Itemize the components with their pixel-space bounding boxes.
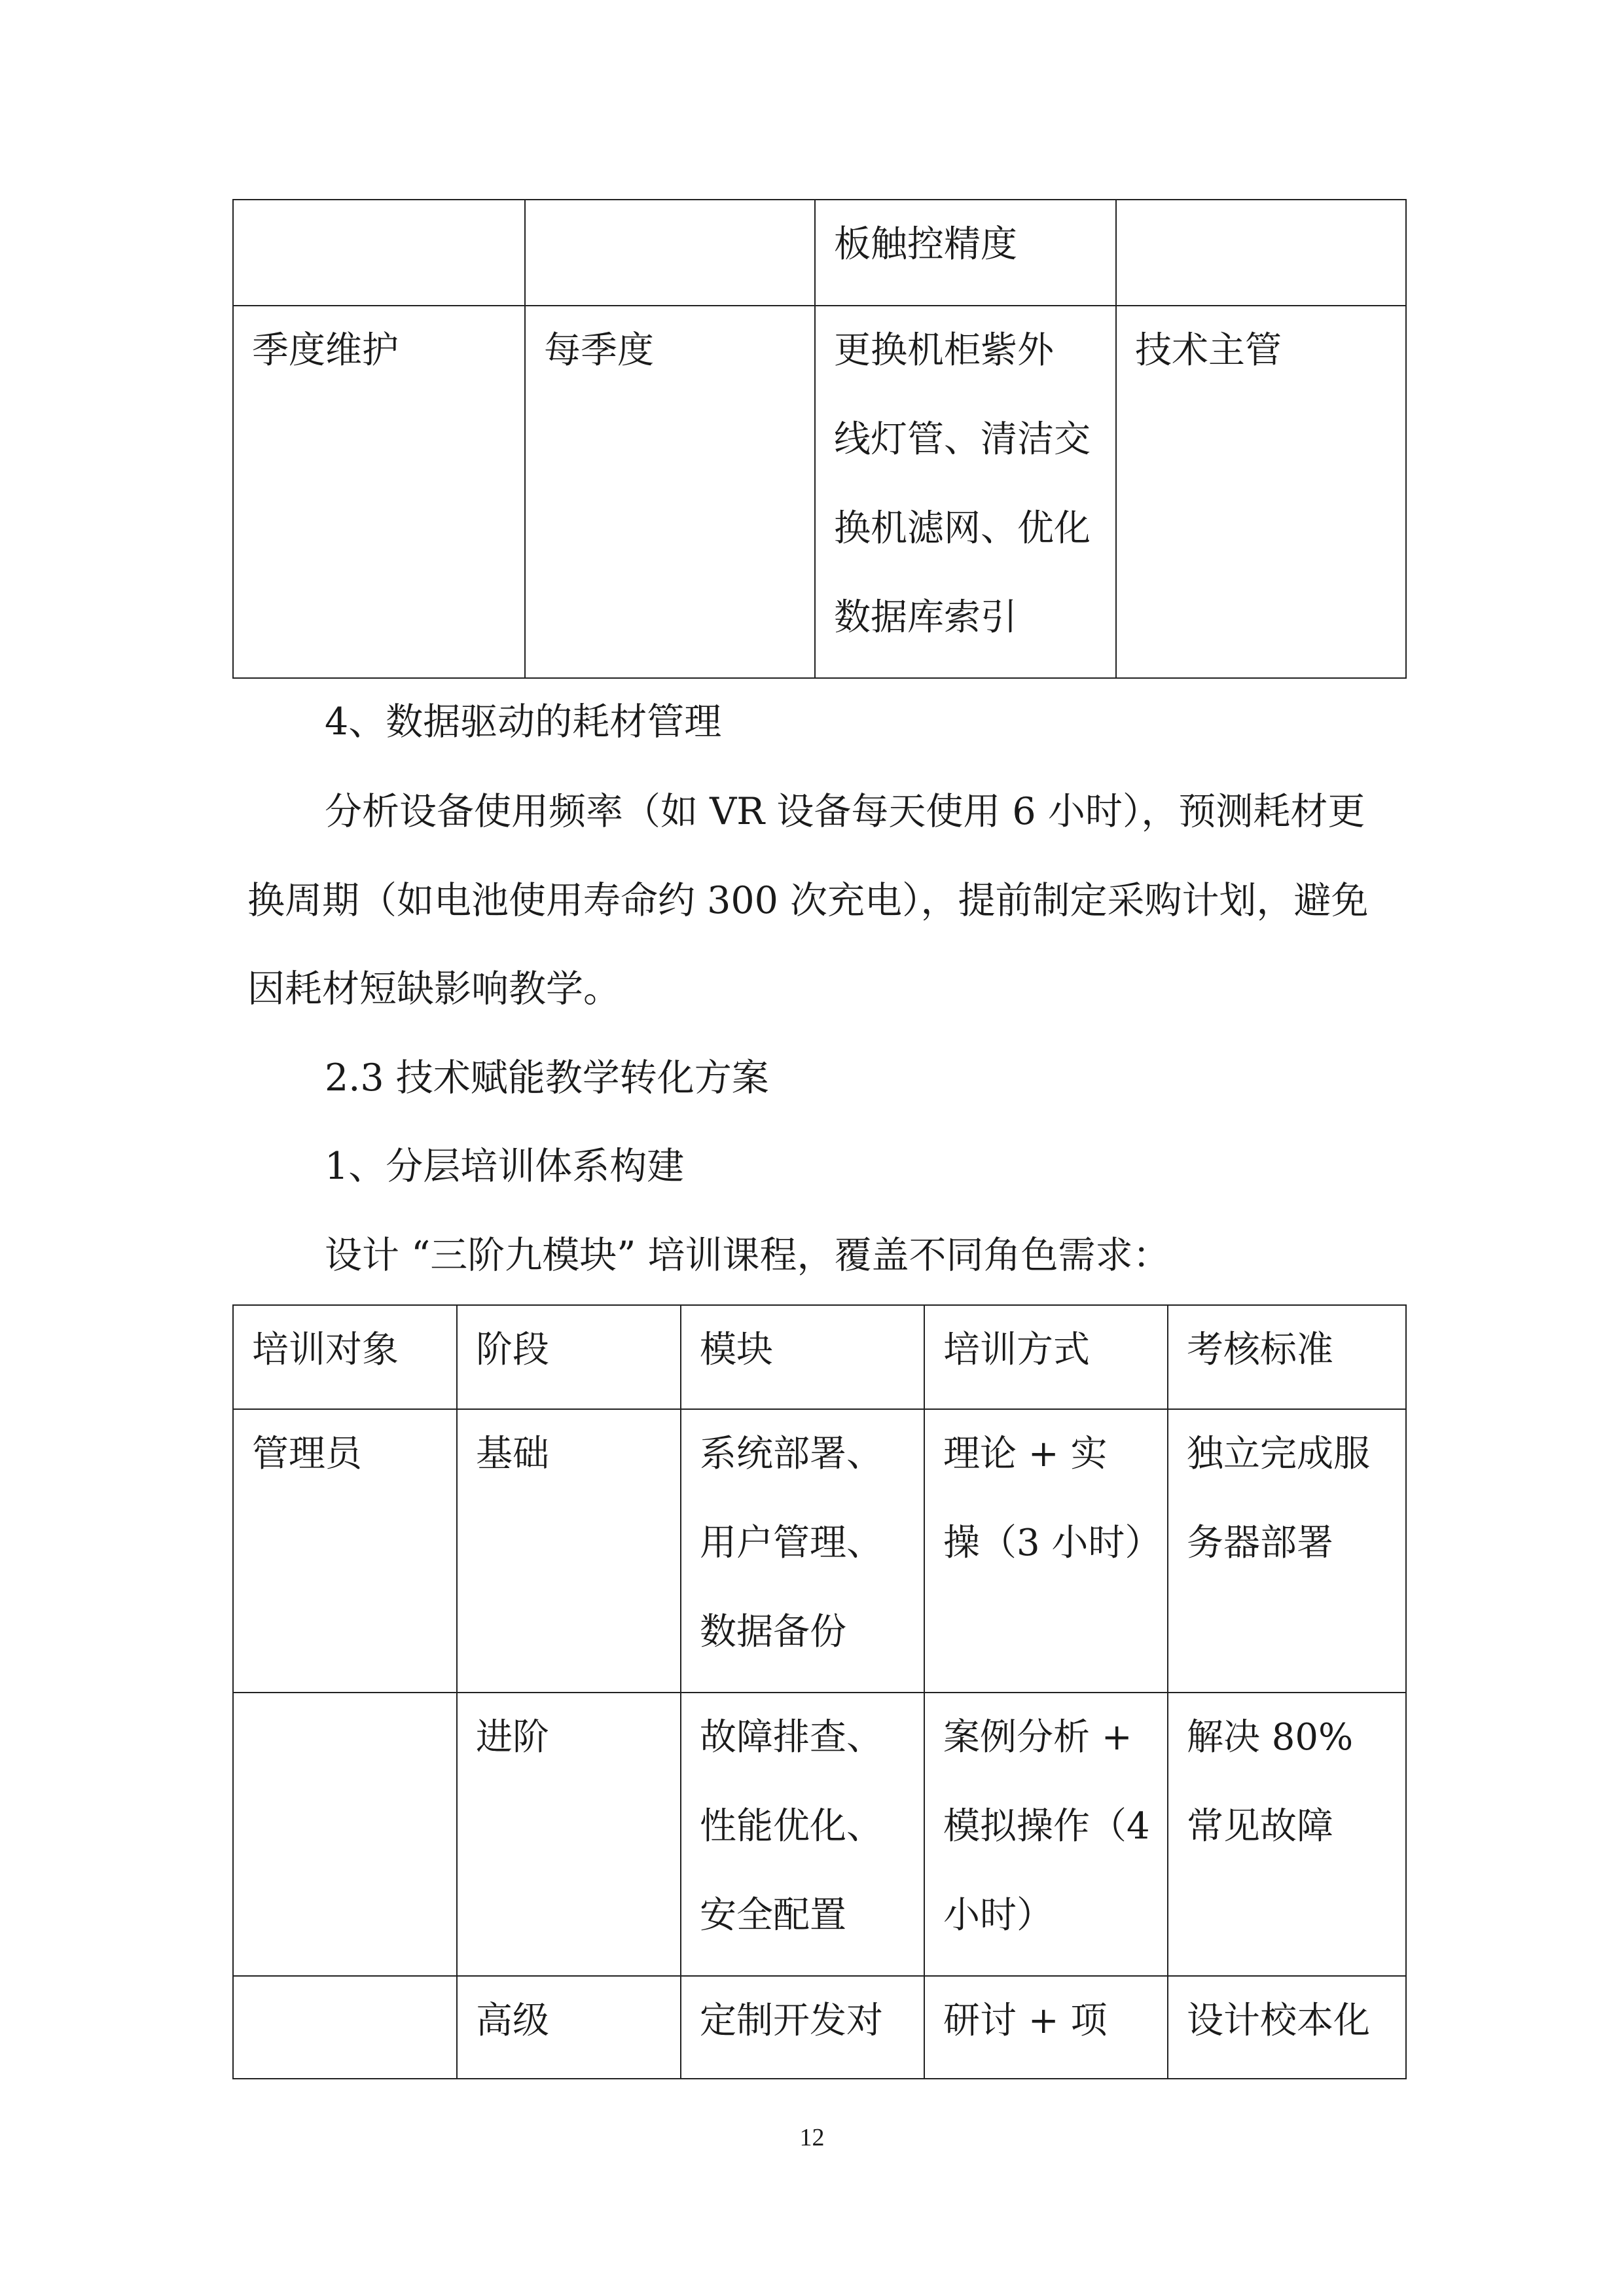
cell-text: 理论 + 实: [943, 1433, 1108, 1475]
table-cell: [681, 1693, 924, 1976]
cell-text: 安全配置: [700, 1894, 846, 1937]
cell-text: 解决 80%: [1187, 1716, 1354, 1759]
section-heading-2-3: 2.3 技术赋能教学转化方案: [325, 1056, 769, 1100]
table-cell: [1168, 1409, 1406, 1693]
cell-text: 独立完成服: [1187, 1433, 1370, 1475]
cell-text: 基础: [476, 1433, 549, 1475]
table-cell: [1116, 306, 1406, 678]
cell-text: 故障排查、: [700, 1716, 883, 1759]
page-number: 12: [799, 2124, 825, 2151]
table-cell: [815, 200, 1116, 306]
table-cell: [525, 306, 815, 678]
cell-text: 设计校本化: [1187, 2000, 1370, 2042]
cell-text: 定制开发对: [700, 2000, 883, 2042]
table-header-cell: 培训方式: [924, 1305, 1168, 1409]
cell-text: 每季度: [544, 329, 654, 372]
cell-text: 务器部署: [1187, 1522, 1333, 1564]
intro-line: 设计 “三阶九模块” 培训课程，覆盖不同角色需求：: [325, 1234, 1170, 1277]
table-cell: [457, 1409, 681, 1693]
table-cell: [233, 1976, 457, 2079]
table-cell: [233, 306, 525, 678]
table-header-cell: 培训对象: [233, 1305, 457, 1409]
cell-text: 板触控精度: [834, 223, 1017, 266]
cell-text: 系统部署、: [700, 1433, 883, 1475]
table-row: [233, 1976, 1406, 2079]
table-header-cell: 考核标准: [1168, 1305, 1406, 1409]
cell-text: 用户管理、: [700, 1522, 883, 1564]
table-cell: [457, 1693, 681, 1976]
table-cell: [924, 1409, 1168, 1693]
table-cell: [815, 306, 1116, 678]
cell-text: 常见故障: [1187, 1805, 1333, 1848]
cell-text: 案例分析 +: [943, 1716, 1132, 1759]
table-cell: [681, 1409, 924, 1693]
table-cell: [233, 1693, 457, 1976]
table-header-row: [233, 1305, 1406, 1409]
table-cell: [681, 1976, 924, 2079]
table-row: [233, 306, 1406, 678]
cell-text: 小时）: [943, 1894, 1053, 1937]
paragraph-line: 因耗材短缺影响教学。: [247, 967, 621, 1011]
cell-text: 线灯管、清洁交: [834, 418, 1091, 461]
table-cell: [924, 1693, 1168, 1976]
table-row: [233, 200, 1406, 306]
cell-text: 更换机柜紫外: [834, 329, 1054, 372]
table-row: [233, 1693, 1406, 1976]
table-cell: [1116, 200, 1406, 306]
table-header-cell: 阶段: [457, 1305, 681, 1409]
maintenance-table: [232, 199, 1407, 679]
cell-text: 高级: [476, 2000, 549, 2042]
cell-text: 数据备份: [700, 1611, 846, 1653]
table-cell: [525, 200, 815, 306]
table-cell: [1168, 1693, 1406, 1976]
cell-text: 换机滤网、优化: [834, 507, 1091, 550]
cell-text: 管理员: [252, 1433, 362, 1475]
cell-text: 模拟操作（4: [943, 1805, 1150, 1848]
cell-text: 技术主管: [1135, 329, 1282, 372]
cell-text: 研讨 + 项: [943, 2000, 1108, 2042]
table-cell: [457, 1976, 681, 2079]
training-table: [232, 1304, 1407, 2079]
paragraph-line: 分析设备使用频率（如 VR 设备每天使用 6 小时），预测耗材更: [325, 790, 1365, 833]
paragraph-line: 换周期（如电池使用寿命约 300 次充电），提前制定采购计划，避免: [247, 879, 1369, 922]
table-cell: [233, 200, 525, 306]
table-cell: [1168, 1976, 1406, 2079]
table-header-cell: 模块: [681, 1305, 924, 1409]
table-cell: [924, 1976, 1168, 2079]
cell-text: 操（3 小时）: [943, 1522, 1162, 1564]
cell-text: 数据库索引: [834, 596, 1017, 639]
table-cell: [233, 1409, 457, 1693]
table-row: [233, 1409, 1406, 1693]
cell-text: 进阶: [476, 1716, 549, 1759]
subsection-heading-1: 1、分层培训体系构建: [325, 1145, 685, 1188]
section-heading-4: 4、数据驱动的耗材管理: [325, 700, 722, 744]
cell-text: 季度维护: [252, 329, 399, 372]
cell-text: 性能优化、: [700, 1805, 883, 1848]
